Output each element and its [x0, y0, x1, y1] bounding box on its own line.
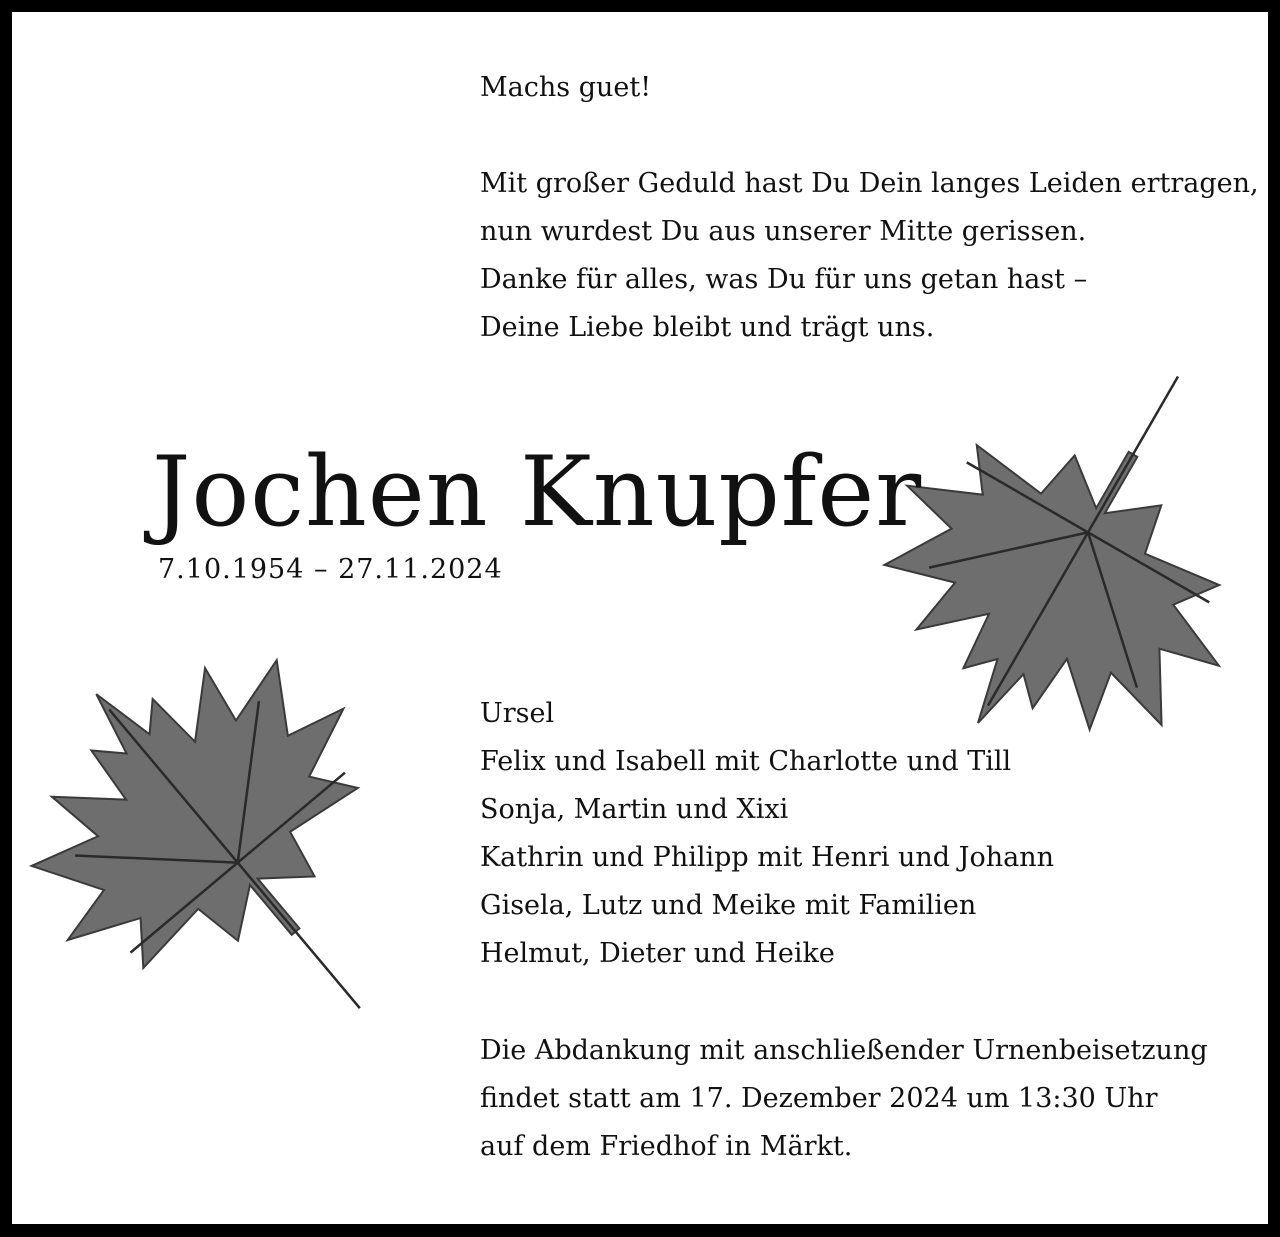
family-list	[480, 690, 1054, 978]
ceremony-line: auf dem Friedhof in Märkt.	[480, 1131, 853, 1162]
verse-line: Mit großer Geduld hast Du Dein langes Leiden ertragen,	[480, 168, 1259, 199]
ceremony-line: Die Abdankung mit anschließender Urnenbeisetzung	[480, 1035, 1208, 1066]
verse-line: Danke für alles, was Du für uns getan hast –	[480, 264, 1088, 295]
maple-leaf-icon	[12, 622, 412, 1042]
greeting: Machs guet!	[480, 72, 652, 103]
family-member: Ursel	[480, 698, 555, 729]
deceased-name: Jochen Knupfer	[152, 436, 923, 548]
family-member: Felix und Isabell mit Charlotte und Till	[480, 746, 1012, 777]
ceremony-info	[480, 1027, 1208, 1171]
family-member: Helmut, Dieter und Heike	[480, 938, 835, 969]
verse-line: nun wurdest Du aus unserer Mitte gerissen.	[480, 216, 1087, 247]
intro-verse	[480, 64, 1259, 352]
ceremony-line: findet statt am 17. Dezember 2024 um 13:30 Uhr	[480, 1083, 1158, 1114]
family-member: Gisela, Lutz und Meike mit Familien	[480, 890, 977, 921]
life-dates: 7.10.1954 – 27.11.2024	[158, 554, 503, 585]
obituary-card	[12, 12, 1268, 1224]
family-member: Kathrin und Philipp mit Henri und Johann	[480, 842, 1054, 873]
verse-line: Deine Liebe bleibt und trägt uns.	[480, 312, 935, 343]
family-member: Sonja, Martin und Xixi	[480, 794, 789, 825]
